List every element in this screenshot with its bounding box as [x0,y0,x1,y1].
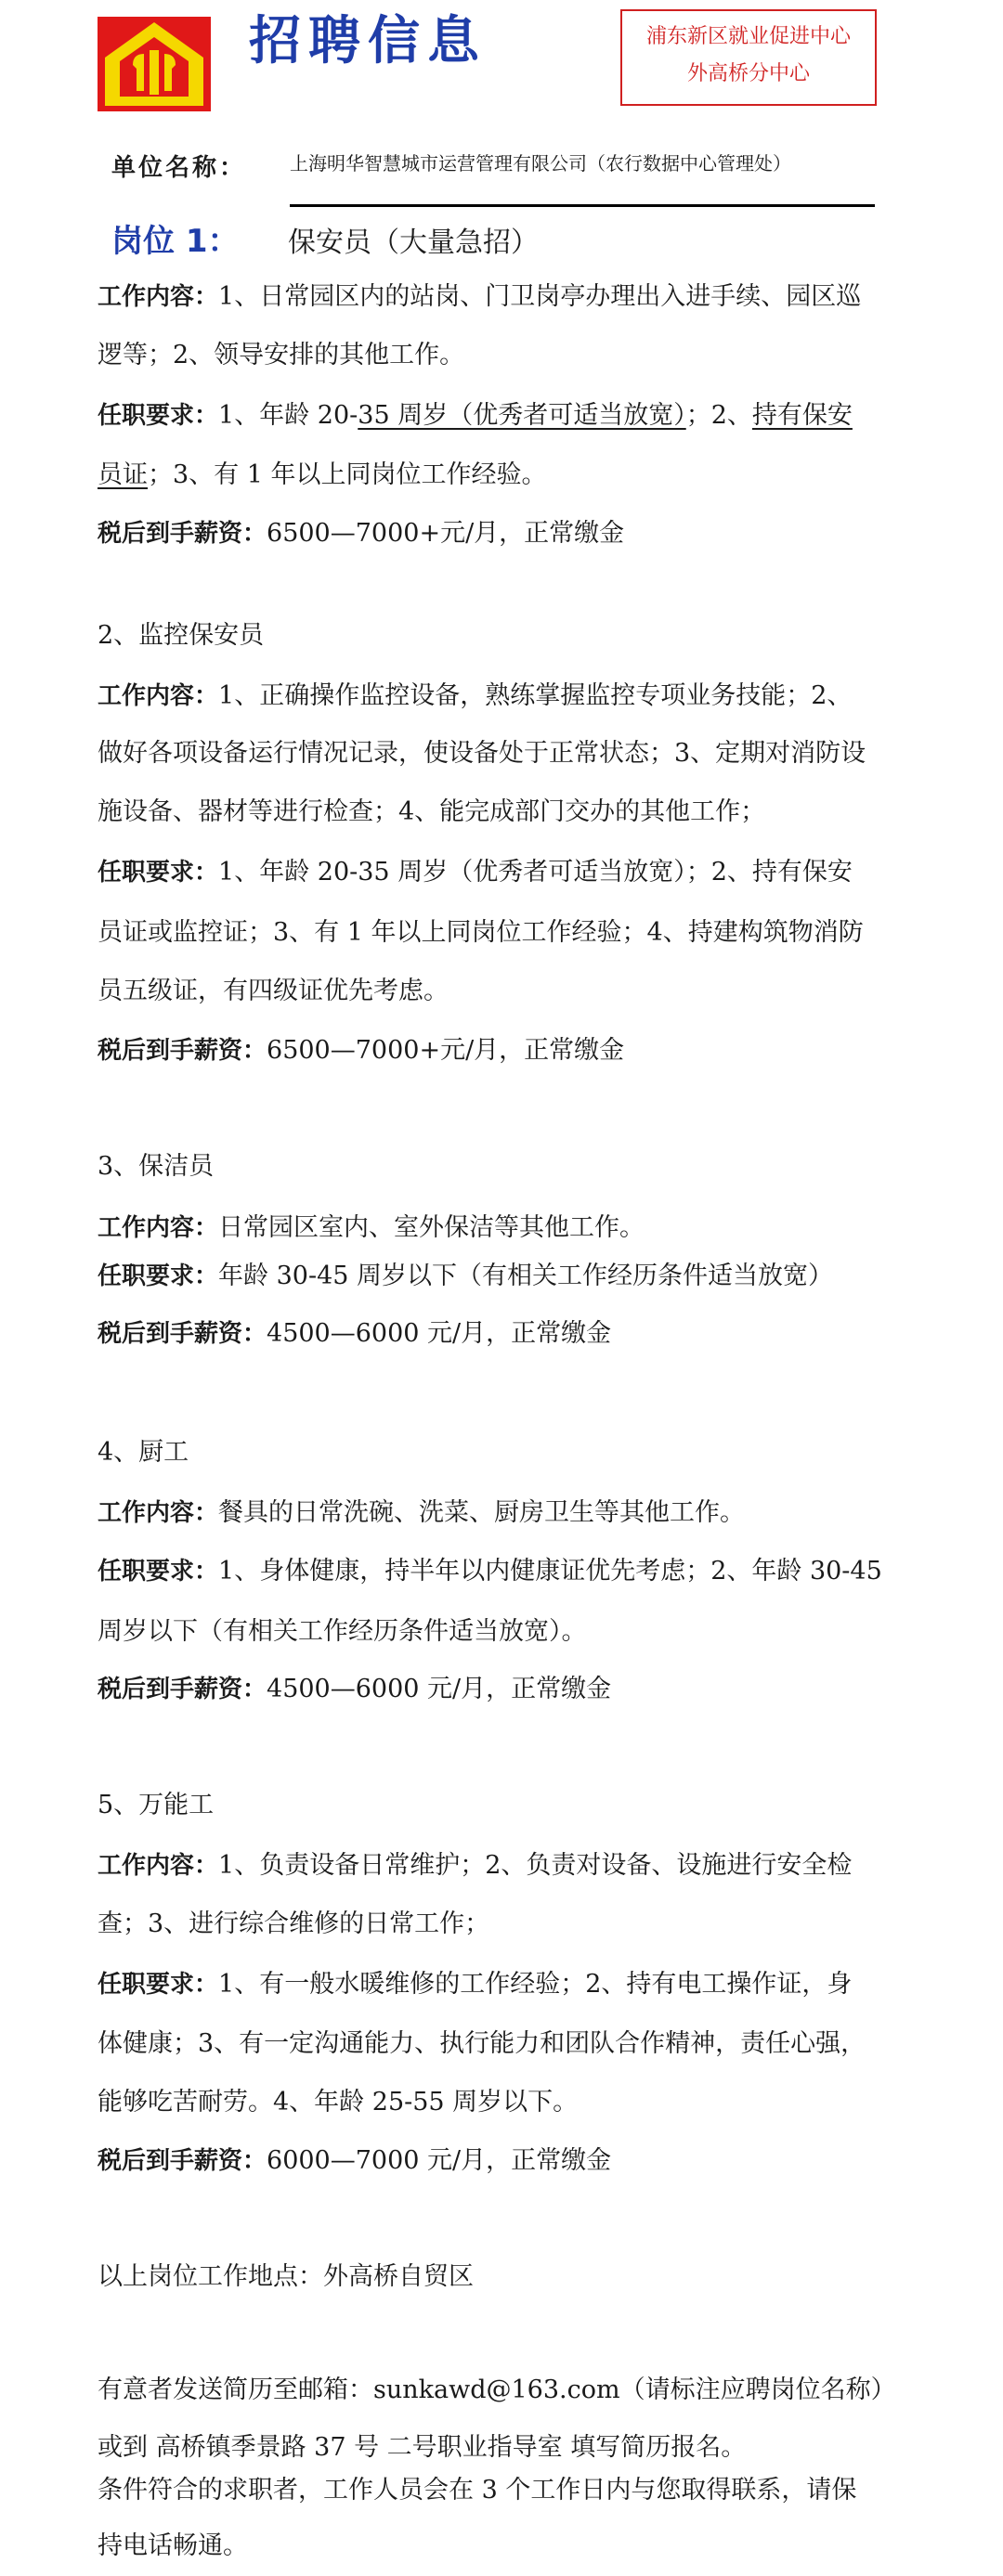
req-label: 任职要求： [98,859,219,887]
duty-text: 1、正确操作监控设备，熟练掌握监控专项业务技能；2、 [218,681,853,710]
position-2-pay-line [98,1032,624,1069]
duty-text: 逻等；2、领导安排的其他工作。 [98,341,465,369]
position-4-pay-line [98,1671,611,1708]
pay-text: 6000—7000 元/月，正常缴金 [267,2146,612,2175]
position-3-duty-line [98,1210,645,1247]
position-4-title: 4、厨工 [98,1438,189,1467]
req-text: 年龄 30-45 周岁以下（有相关工作经历条件适当放宽） [218,1262,834,1290]
employment-service-logo-icon [98,17,211,111]
company-name: 上海明华智慧城市运营管理有限公司（农行数据中心管理处） [290,152,791,175]
duty-label: 工作内容： [98,1214,219,1242]
position-1-duty-line [98,278,861,316]
apply-email: 有意者发送简历至邮箱：sunkawd@163.com（请标注应聘岗位名称） [98,2375,896,2404]
position-5-duty-line: 查；3、进行综合维修的日常工作； [98,1909,490,1938]
work-location: 以上岗位工作地点：外高桥自贸区 [98,2262,474,2291]
pay-text: 4500—6000 元/月，正常缴金 [267,1675,612,1703]
position-2-title: 2、监控保安员 [98,621,265,650]
organization-box [620,9,877,106]
duty-label: 工作内容： [98,1852,219,1880]
req-label: 任职要求： [98,1558,219,1586]
position-1-label: 岗位 1： [111,223,240,260]
notice-line: 条件符合的求职者，工作人员会在 3 个工作日内与您取得联系，请保 [98,2476,857,2505]
company-underline [290,204,875,207]
position-5-req-line [98,1966,852,2003]
req-label: 任职要求： [98,1971,219,1999]
pay-label: 税后到手薪资： [98,520,267,548]
pay-label: 税后到手薪资： [98,1037,267,1065]
req-text: ；3、有 1 年以上同岗位工作经验。 [148,460,547,489]
position-4-duty-line [98,1495,745,1532]
req-text: 1、年龄 20- [218,401,358,430]
position-5-req-line: 体健康；3、有一定沟通能力、执行能力和团队合作精神，责任心强， [98,2029,866,2058]
duty-text: 1、日常园区内的站岗、门卫岗亭办理出入进手续、园区巡 [218,282,862,311]
position-2-req-line [98,854,853,891]
req-text: 1、身体健康，持半年以内健康证优先考虑；2、年龄 30-45 [218,1557,882,1586]
position-1-duty-line [98,337,464,374]
apply-address: 或到 高桥镇季景路 37 号 二号职业指导室 填写简历报名。 [98,2433,747,2462]
position-5-duty-line [98,1847,852,1884]
position-1-req-line [98,457,547,494]
org-line-1: 浦东新区就业促进中心 [645,25,851,48]
pay-text: 4500—6000 元/月，正常缴金 [267,1319,612,1348]
req-text-underlined: 35 周岁（优秀者可适当放宽） [358,401,686,430]
duty-text: 日常园区室内、室外保洁等其他工作。 [218,1213,645,1242]
req-label: 任职要求： [98,1262,219,1290]
duty-text: 1、负责设备日常维护；2、负责对设备、设施进行安全检 [218,1851,853,1880]
position-1-title: 保安员（大量急招） [288,227,539,259]
position-1-pay-line [98,515,624,552]
duty-label: 工作内容： [98,682,219,710]
req-text: ；2、 [685,401,752,430]
company-label: 单位名称： [111,154,247,182]
req-label: 任职要求： [98,402,219,430]
pay-text: 6500—7000+元/月，正常缴金 [267,519,625,548]
pay-label: 税后到手薪资： [98,2147,267,2175]
req-text-underlined: 员证 [98,460,148,489]
pay-label: 税后到手薪资： [98,1676,267,1703]
req-text-underlined: 持有保安 [751,401,853,430]
pay-label: 税后到手薪资： [98,1320,267,1348]
org-line-2: 外高桥分中心 [686,62,810,85]
duty-label: 工作内容： [98,1499,219,1527]
pay-text: 6500—7000+元/月，正常缴金 [267,1036,625,1065]
page-title: 招聘信息 [249,11,487,71]
position-3-pay-line [98,1315,611,1353]
req-text: 1、年龄 20-35 周岁（优秀者可适当放宽）；2、持有保安 [218,858,853,887]
duty-label: 工作内容： [98,283,219,311]
position-4-req-line: 周岁以下（有相关工作经历条件适当放宽）。 [98,1617,587,1646]
position-2-req-line: 员五级证，有四级证优先考虑。 [98,977,449,1005]
position-2-duty-line [98,678,852,715]
position-5-title: 5、万能工 [98,1791,215,1819]
position-2-req-line: 员证或监控证；3、有 1 年以上同岗位工作经验；4、持建构筑物消防 [98,918,864,947]
notice-line: 持电话畅通。 [98,2531,248,2560]
position-4-req-line [98,1553,882,1590]
req-text: 1、有一般水暖维修的工作经验；2、持有电工操作证，身 [218,1970,853,1999]
position-2-duty-line: 做好各项设备运行情况记录，使设备处于正常状态；3、定期对消防设 [98,739,866,768]
duty-text: 餐具的日常洗碗、洗菜、厨房卫生等其他工作。 [218,1498,746,1527]
position-3-req-line [98,1258,833,1295]
position-5-req-line: 能够吃苦耐劳。4、年龄 25-55 周岁以下。 [98,2088,579,2116]
position-3-title: 3、保洁员 [98,1152,215,1181]
position-5-pay-line [98,2142,611,2180]
position-2-duty-line: 施设备、器材等进行检查；4、能完成部门交办的其他工作； [98,797,766,826]
position-1-req-line [98,397,853,434]
